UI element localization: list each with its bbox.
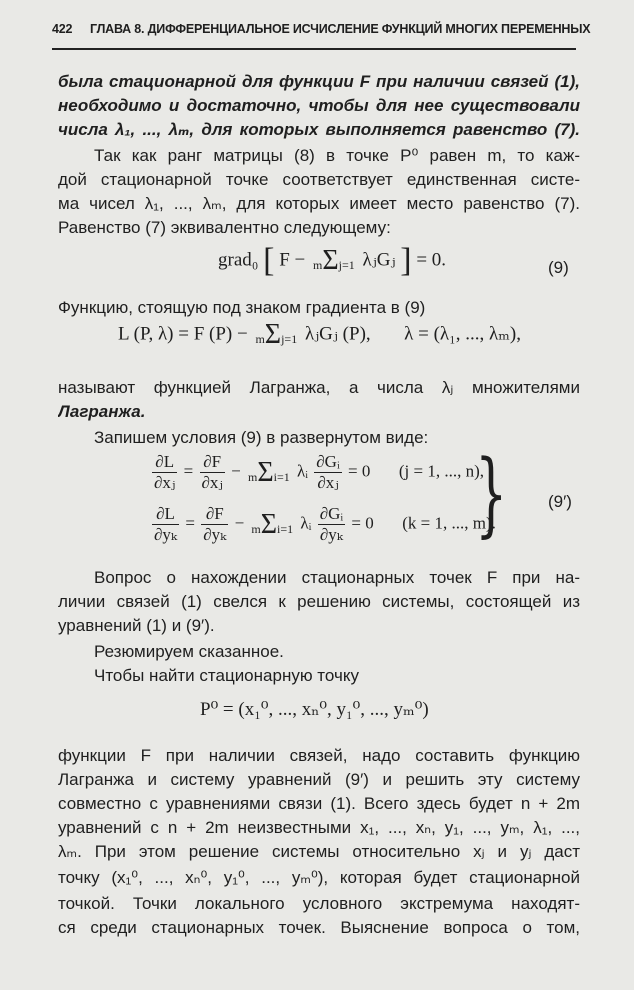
text-line: Запишем условия (9) в развернутом виде: (94, 428, 429, 447)
right-brace: } (475, 440, 508, 547)
text-line: ма чисел λ₁, ..., λₘ, для которых имеет место равенство (7). (58, 194, 580, 213)
text-line: дой стационарной точке соответствует единственная систе- (58, 170, 580, 189)
equation-point: P⁰ = (x₁⁰, ..., xₙ⁰, y₁⁰, ..., yₘ⁰) (200, 699, 429, 720)
equation-9prime-row1: $\frac{\partial L}{\text{∂xⱼ}}$ = $\frac{\partial F}{\text{∂xⱼ}}$ − mΣi=1 λᵢ $\frac{\text{∂Gᵢ}}{\text{∂xⱼ}}$ = 0 (j = 1, ..., n), (154, 452, 484, 492)
text-line: необходимо и достаточно, чтобы для нее существовали (58, 96, 580, 115)
equation-9prime-row2: $\frac{\partial L}{\text{∂yₖ}}$ = $\frac{\partial F}{\text{∂yₖ}}$ − mΣi=1 λᵢ $\frac{\text{∂Gᵢ}}{\text{∂yₖ}}$ = 0 (k = 1, ..., m). (154, 504, 496, 544)
sum-symbol: mΣj=1 (313, 245, 355, 276)
header-rule (52, 48, 576, 50)
equation-9: grad₀ [ F − mΣj=1 λⱼGⱼ ] = 0. (218, 242, 447, 279)
text-line: Лагранжа и систему уравнений (9′) и решить эту систему (58, 770, 580, 789)
page-number: 422 (52, 22, 73, 36)
text-line: λₘ. При этом решение системы относительно xⱼ и yⱼ даст (58, 842, 580, 861)
text-line: точкой. Точки локального условного экстремума находят- (58, 894, 580, 913)
equation-lagrange: L (P, λ) = F (P) − mΣj=1 λⱼGⱼ (P), λ = (λ₁, ..., λₘ), (118, 319, 521, 350)
text-line: уравнений (1) и (9′). (58, 616, 215, 635)
text-line: была стационарной для функции F при наличии связей (1), (58, 72, 580, 91)
text-line: Чтобы найти стационарную точку (94, 666, 359, 685)
text-line: ся среди стационарных точек. Выяснение вопроса о том, (58, 918, 580, 937)
text-line: совместно с уравнениями связи (1). Всего здесь будет n + 2m (58, 794, 580, 813)
equation-label-9: (9) (548, 258, 569, 277)
chapter-title: ГЛАВА 8. ДИФФЕРЕНЦИАЛЬНОЕ ИСЧИСЛЕНИЕ ФУНКЦИЙ МНОГИХ ПЕРЕМЕННЫХ (90, 22, 591, 36)
text-line: Так как ранг матрицы (8) в точке P⁰ равен m, то каж- (94, 146, 580, 165)
text-line: числа λ₁, ..., λₘ, для которых выполняется равенство (7). (58, 120, 580, 139)
text-line: функции F при наличии связей, надо составить функцию (58, 746, 580, 765)
text-line: точку (x₁⁰, ..., xₙ⁰, y₁⁰, ..., yₘ⁰), которая будет стационарной (58, 868, 580, 887)
text-line: называют функцией Лагранжа, а числа λⱼ множителями (58, 378, 580, 397)
text-line: Резюмируем сказанное. (94, 642, 284, 661)
text-line: Равенство (7) эквивалентно следующему: (58, 218, 391, 237)
text-line: личии связей (1) свелся к решению системы, состоящей из (58, 592, 580, 611)
text-line: Вопрос о нахождении стационарных точек F при на- (94, 568, 580, 587)
sum-symbol: mΣi=1 (251, 508, 294, 540)
equation-label-9prime: (9′) (548, 492, 572, 511)
running-header (52, 22, 591, 36)
sum-symbol: mΣj=1 (255, 319, 298, 350)
sum-symbol: mΣi=1 (248, 456, 290, 488)
text-line: Функцию, стоящую под знаком градиента в (9) (58, 298, 426, 317)
text-line: уравнений с n + 2m неизвестными x₁, ..., xₙ, y₁, ..., yₘ, λ₁, ..., (58, 818, 580, 837)
text-line: Лагранжа. (58, 402, 146, 421)
